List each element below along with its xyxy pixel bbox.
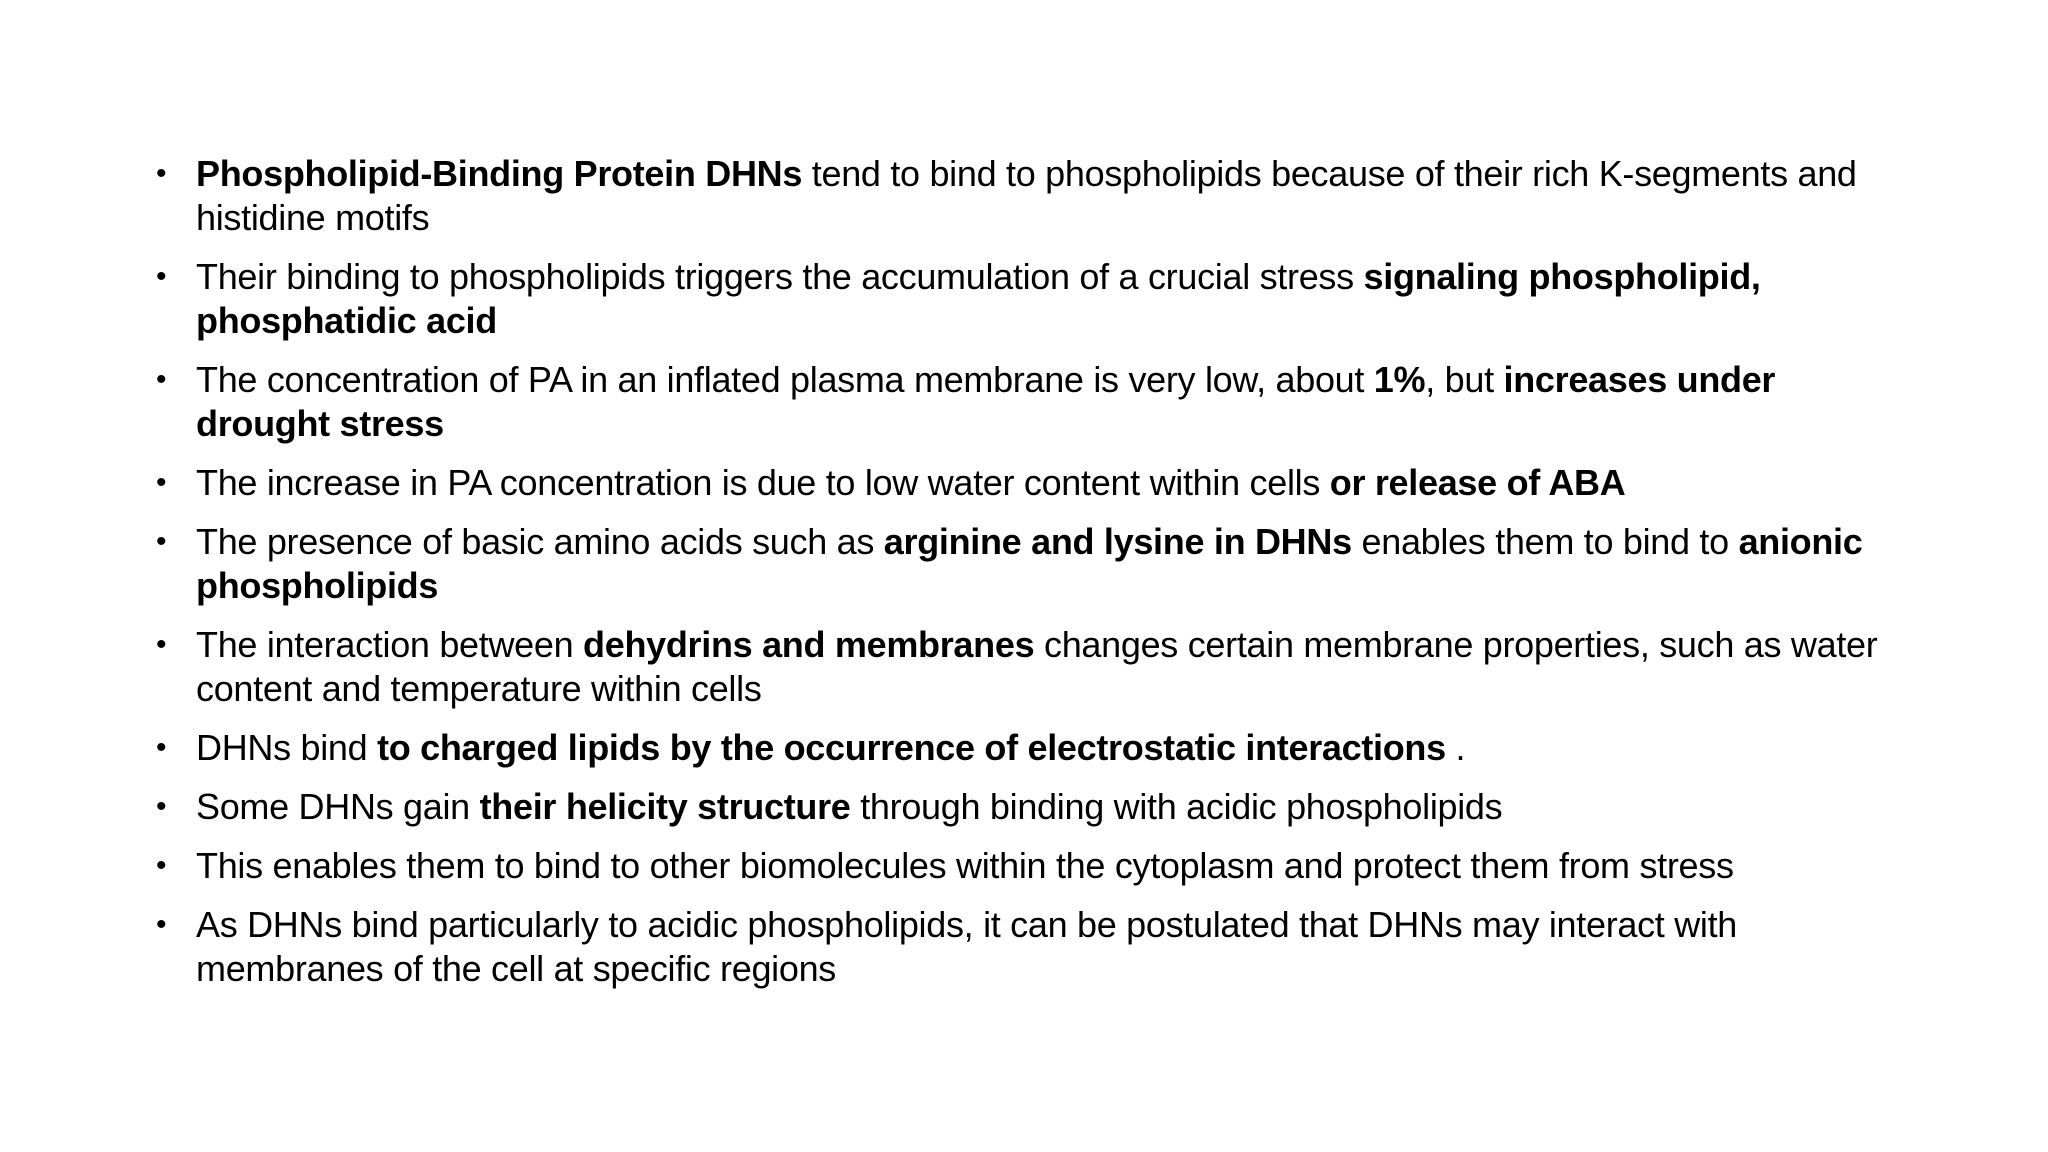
bullet-text-bold: their helicity structure: [479, 786, 851, 827]
bullet-item-8: [152, 785, 1912, 829]
bullet-list: [152, 152, 1912, 1006]
bullet-item-6: [152, 623, 1912, 711]
bullet-text: Their binding to phospholipids triggers the accumulation of a crucial stress: [196, 256, 1364, 297]
bullet-text: through binding with acidic phospholipids: [850, 786, 1503, 827]
bullet-text: This enables them to bind to other biomolecules within the cytoplasm and protect them from stress: [196, 845, 1734, 886]
bullet-text: Some DHNs gain: [196, 786, 480, 827]
bullet-text: DHNs bind: [196, 727, 378, 768]
bullet-text: changes certain membrane properties, such as water content and temperature within cells: [196, 624, 1878, 709]
bullet-text-bold: or release of ABA: [1329, 462, 1626, 503]
bullet-text-bold: 1%: [1373, 359, 1426, 400]
bullet-text-bold: dehydrins and membranes: [583, 624, 1035, 665]
bullet-item-4: [152, 461, 1912, 505]
bullet-text: The interaction between: [196, 624, 584, 665]
bullet-item-5: [152, 520, 1912, 608]
bullet-text: The increase in PA concentration is due to low water content within cells: [196, 462, 1330, 503]
bullet-text: The presence of basic amino acids such as: [196, 521, 884, 562]
bullet-text: .: [1445, 727, 1466, 768]
bullet-text-bold: to charged lipids by the occurrence of electrostatic interactions: [377, 727, 1446, 768]
bullet-text-bold: Phospholipid-Binding Protein DHNs: [196, 153, 803, 194]
bullet-item-10: [152, 903, 1912, 991]
bullet-text-bold: anionic phospholipids: [196, 521, 1863, 606]
bullet-text-bold: arginine and lysine in DHNs: [883, 521, 1352, 562]
bullet-text: As DHNs bind particularly to acidic phospholipids, it can be postulated that DHNs may interact with membranes of the cell at specific regions: [196, 904, 1738, 989]
bullet-text: , but: [1425, 359, 1504, 400]
bullet-text: The concentration of PA in an inflated plasma membrane is very low, about: [196, 359, 1374, 400]
bullet-item-2: [152, 255, 1912, 343]
bullet-item-3: [152, 358, 1912, 446]
bullet-item-9: [152, 844, 1912, 888]
bullet-text-bold: signaling phospholipid, phosphatidic acid: [196, 256, 1761, 341]
bullet-item-7: [152, 726, 1912, 770]
bullet-text: enables them to bind to: [1351, 521, 1739, 562]
bullet-text-bold: increases under drought stress: [196, 359, 1776, 444]
bullet-text: tend to bind to phospholipids because of their rich K-segments and histidine motifs: [196, 153, 1857, 238]
bullet-item-1: [152, 152, 1912, 240]
